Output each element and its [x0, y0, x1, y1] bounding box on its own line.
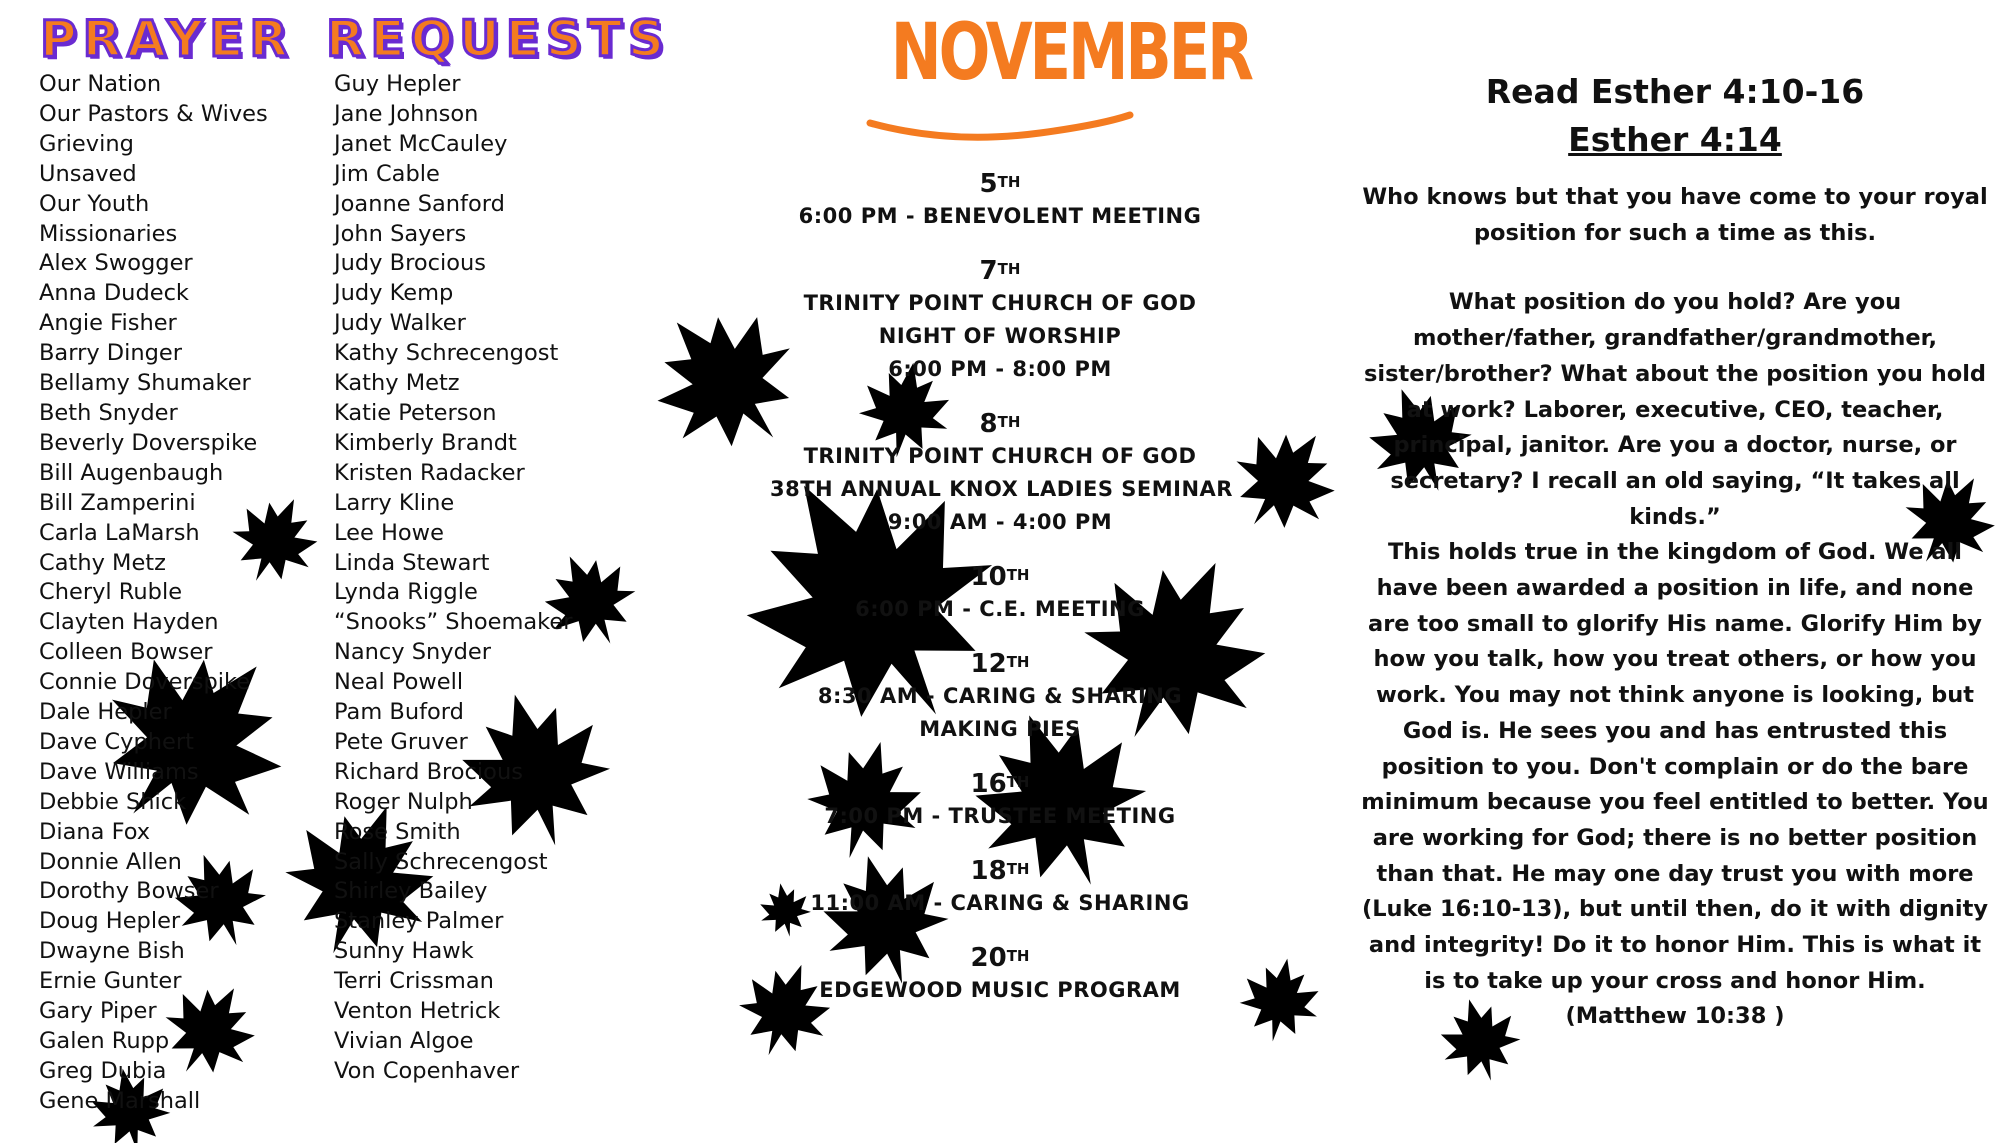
prayer-name: Bill Augenbaugh — [39, 459, 224, 486]
event-detail: 6:00 PM - 8:00 PM — [888, 357, 1112, 381]
event-date — [770, 408, 1230, 440]
event-detail: 6:00 PM - C.E. MEETING — [855, 597, 1145, 621]
event-day-suffix: TH — [1006, 653, 1030, 671]
event-date — [770, 648, 1230, 680]
event-day-suffix: TH — [997, 413, 1021, 431]
event-day-suffix: TH — [1006, 773, 1030, 791]
prayer-name: Larry Kline — [334, 489, 455, 516]
prayer-name: Bill Zamperini — [39, 489, 196, 516]
event-detail: 7:00 PM - TRUSTEE MEETING — [824, 804, 1176, 828]
events-list — [770, 168, 1233, 1029]
prayer-name: Cheryl Ruble — [39, 579, 183, 606]
prayer-name: Dale Hepler — [39, 699, 172, 726]
event-day-suffix: TH — [997, 260, 1021, 278]
prayer-name: Missionaries — [39, 220, 178, 247]
event-item — [770, 255, 1230, 386]
event-detail: 9:00 AM - 4:00 PM — [887, 510, 1113, 534]
event-day-suffix: TH — [1006, 566, 1030, 584]
prayer-name: Nancy Snyder — [334, 639, 491, 666]
prayer-name: Doug Hepler — [39, 908, 181, 935]
prayer-name: Lee Howe — [334, 519, 444, 546]
prayer-name: Gary Piper — [39, 998, 157, 1025]
event-item — [770, 561, 1230, 626]
event-day-number: 10 — [970, 562, 1007, 592]
prayer-name: Our Pastors & Wives — [39, 100, 268, 127]
devotional-section — [1360, 68, 1990, 1035]
event-day-number: 7 — [979, 256, 998, 286]
prayer-name: Dave Williams — [39, 758, 199, 785]
prayer-name: Joanne Sanford — [334, 190, 505, 217]
prayer-name: Clayten Hayden — [39, 609, 219, 636]
prayer-name: Alex Swogger — [39, 250, 193, 277]
prayer-name: Pam Buford — [334, 699, 464, 726]
prayer-name: Anna Dudeck — [39, 280, 189, 307]
prayer-name: Dave Cyphert — [39, 728, 194, 755]
prayer-name: Vivian Algoe — [334, 1028, 474, 1054]
prayer-heading: PRAYER — [40, 10, 294, 68]
event-detail: 6:00 PM - BENEVOLENT MEETING — [798, 204, 1202, 228]
prayer-name: Our Nation — [39, 71, 162, 97]
month-underline-swash-icon — [860, 105, 1140, 145]
maple-leaf-icon — [1213, 407, 1358, 553]
event-day-number: 16 — [970, 769, 1007, 799]
event-detail: NIGHT OF WORSHIP — [878, 324, 1122, 348]
prayer-name: Kristen Radacker — [334, 459, 525, 486]
event-detail: MAKING PIES — [919, 717, 1081, 741]
prayer-name: Sally Schrecengost — [334, 848, 548, 875]
prayer-name: Janet McCauley — [334, 130, 508, 157]
maple-leaf-icon — [1234, 952, 1326, 1048]
prayer-name: Von Copenhaver — [334, 1057, 520, 1084]
prayer-name: “Snooks” Shoemaker — [334, 609, 573, 636]
prayer-name: John Sayers — [334, 220, 467, 247]
event-day-suffix: TH — [1006, 860, 1030, 878]
prayer-name: Cathy Metz — [39, 549, 166, 576]
event-detail: 8:30 AM - CARING & SHARING — [817, 684, 1183, 708]
prayer-name: Lynda Riggle — [334, 579, 478, 606]
prayer-name: Judy Brocious — [334, 250, 486, 277]
event-date — [770, 168, 1230, 200]
prayer-name: Beverly Doverspike — [39, 429, 258, 456]
prayer-name: Katie Peterson — [334, 399, 497, 426]
prayer-name: Greg Dubia — [39, 1057, 167, 1084]
event-date — [770, 768, 1230, 800]
prayer-name: Judy Walker — [334, 310, 466, 337]
prayer-name: Linda Stewart — [334, 549, 490, 576]
event-detail: 38TH ANNUAL KNOX LADIES SEMINAR — [770, 477, 1233, 501]
prayer-name: Jane Johnson — [334, 100, 479, 127]
prayer-name: Gene Marshall — [39, 1087, 201, 1114]
prayer-name: Guy Hepler — [334, 71, 461, 97]
prayer-name: Diana Fox — [39, 818, 151, 845]
devotional-paragraph-1: What position do you hold? Are you mother/father, grandfather/grandmother, sister/brother? What about the position you hold at work? Laborer, executive, CEO, teacher, principal, janitor. Are you a doctor, nurse, or secretary? I recall an old saying, “It takes all kinds.” — [1363, 289, 1987, 530]
prayer-name: Bellamy Shumaker — [39, 370, 251, 397]
devotional-body — [1360, 180, 1990, 1035]
prayer-name: Pete Gruver — [334, 728, 468, 755]
event-detail: TRINITY POINT CHURCH OF GOD — [803, 291, 1197, 315]
prayer-name: Kathy Metz — [334, 370, 460, 397]
prayer-name: Donnie Allen — [39, 848, 182, 875]
prayer-name: Rose Smith — [334, 818, 461, 845]
prayer-name: Jim Cable — [334, 160, 440, 187]
event-date — [770, 561, 1230, 593]
devotional-paragraph-2: This holds true in the kingdom of God. We all have been awarded a position in life, and none are too small to glorify His name. Glorify Him by how you talk, how you treat others, or how you work. You may not think anyone is looking, but God is. He sees you and has entrusted this position to you. Don't complain or do the bare minimum because you feel entitled to better. You are working for God; there is no better position than that. He may one day trust you with more (Luke 16:10-13), but until then, do it with dignity and integrity! Do it to honor Him. This is what it is to take up your cross and honor Him. (Matthew 10:38 ) — [1361, 539, 1989, 1030]
prayer-name: Stanley Palmer — [334, 908, 504, 935]
prayer-name: Barry Dinger — [39, 340, 183, 367]
event-day-number: 5 — [979, 169, 998, 199]
devotional-title: Read Esther 4:10-16 — [1485, 72, 1865, 111]
prayer-name: Richard Brocious — [334, 758, 523, 785]
month-title: NOVEMBER — [890, 8, 1251, 98]
prayer-name: Galen Rupp — [39, 1028, 170, 1054]
event-day-number: 18 — [970, 856, 1007, 886]
prayer-name: Sunny Hawk — [334, 938, 474, 965]
prayer-name: Kathy Schrecengost — [334, 340, 559, 367]
event-item — [770, 648, 1230, 746]
prayer-list-column-1 — [39, 70, 268, 1117]
event-date — [770, 942, 1230, 974]
event-item — [770, 408, 1233, 539]
prayer-name: Angie Fisher — [39, 310, 177, 337]
prayer-name: Shirley Bailey — [334, 878, 488, 905]
event-item — [770, 855, 1230, 920]
prayer-name: Connie Doverspike — [39, 669, 251, 696]
event-item — [770, 768, 1230, 833]
devotional-reference: Esther 4:14 — [1568, 120, 1782, 159]
prayer-name: Colleen Bowser — [39, 639, 213, 666]
prayer-name: Judy Kemp — [334, 280, 454, 307]
prayer-name: Carla LaMarsh — [39, 519, 200, 546]
prayer-name: Unsaved — [39, 160, 137, 187]
event-day-number: 8 — [979, 409, 998, 439]
prayer-name: Kimberly Brandt — [334, 429, 517, 456]
prayer-name: Dorothy Bowser — [39, 878, 219, 905]
event-item — [770, 168, 1230, 233]
prayer-name: Grieving — [39, 130, 134, 157]
event-date — [770, 255, 1230, 287]
prayer-name: Neal Powell — [334, 669, 464, 696]
prayer-name: Debbie Shick — [39, 788, 187, 815]
requests-heading: REQUESTS — [326, 10, 671, 68]
event-day-suffix: TH — [1006, 947, 1030, 965]
prayer-name: Terri Crissman — [334, 968, 494, 995]
prayer-name: Our Youth — [39, 190, 150, 217]
event-day-number: 12 — [970, 649, 1007, 679]
prayer-name: Beth Snyder — [39, 399, 178, 426]
event-detail: EDGEWOOD MUSIC PROGRAM — [819, 978, 1181, 1002]
prayer-name: Dwayne Bish — [39, 938, 185, 965]
prayer-name: Venton Hetrick — [334, 998, 501, 1025]
prayer-requests-section — [0, 0, 671, 1143]
devotional-verse: Who knows but that you have come to your royal position for such a time as this. — [1362, 184, 1988, 246]
event-day-suffix: TH — [997, 173, 1021, 191]
prayer-name: Ernie Gunter — [39, 968, 182, 995]
event-date — [770, 855, 1230, 887]
event-item — [770, 942, 1230, 1007]
event-day-number: 20 — [970, 943, 1007, 973]
prayer-name: Roger Nulph — [334, 788, 473, 815]
prayer-list-column-2 — [334, 70, 572, 1087]
event-detail: 11:00 AM - CARING & SHARING — [810, 891, 1190, 915]
event-detail: TRINITY POINT CHURCH OF GOD — [803, 444, 1197, 468]
